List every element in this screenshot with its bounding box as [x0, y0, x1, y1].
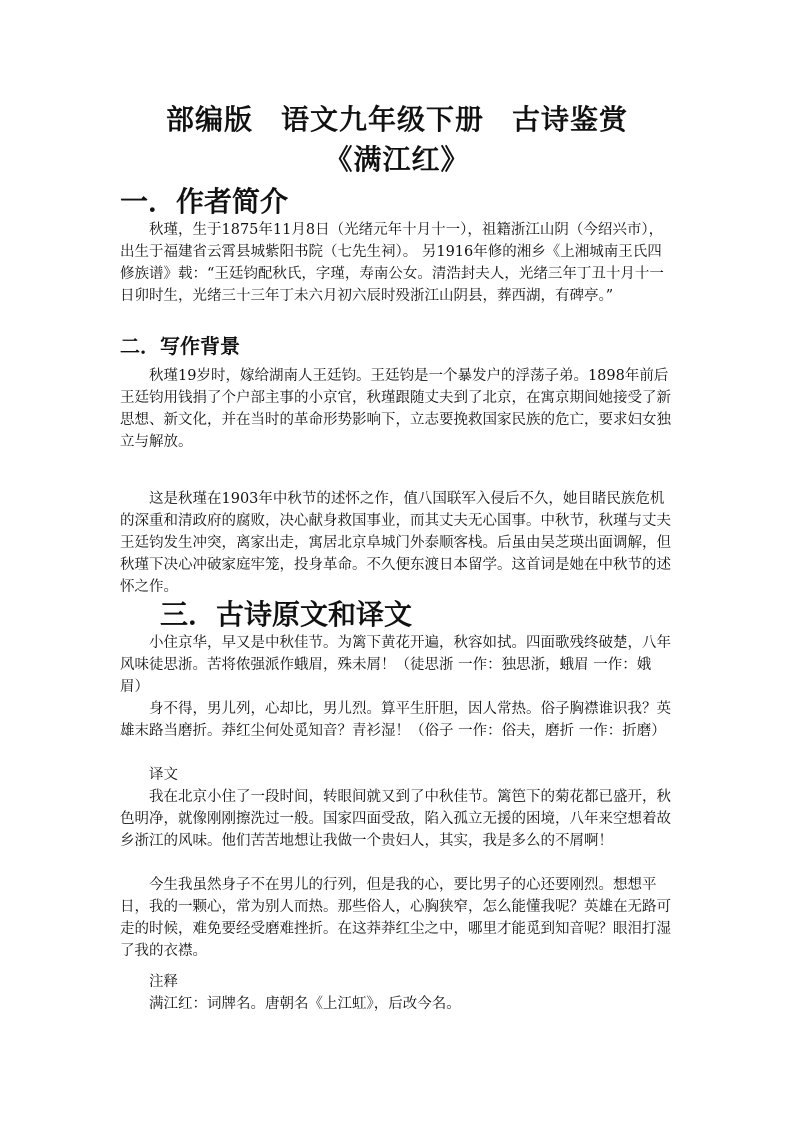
section1-paragraph: 秋瑾，生于1875年11月8日（光绪元年十月十一），祖籍浙江山阴（今绍兴市），出生于福建省云霄县城紫阳书院（七先生祠）。 另1916年修的湘乡《上湘城南王氏四修族谱》载：“王廷钧配秋氏，字瑾，寿南公女。清浩封夫人，光绪三年丁丑十月十一日卯时生，光绪三十三年丁未六月初六辰时殁浙江山阴县，葬西湖，有碑亭。” — [120, 222, 664, 304]
section2-paragraph2: 这是秋瑾在1903年中秋节的述怀之作，值八国联军入侵后不久，她目睹民族危机的深重和清政府的腐败，决心献身救国事业，而其丈夫无心国事。中秋节，秋瑾与丈夫王廷钧发生冲突，离家出走，寓居北京阜城门外泰顺客栈。后虽由吴芝瑛出面调解，但秋瑾下决心冲破家庭牢笼，投身革命。不久便东渡日本留学。这首词是她在中秋节的述怀之作。 — [120, 491, 671, 595]
title-grade: 语文九年级下册 — [280, 103, 484, 136]
note-item: 满江红：词牌名。唐朝名《上江虹》，后改今名。 — [149, 996, 461, 1012]
section2-heading: 二．写作背景 — [120, 334, 240, 358]
translation-paragraph2: 今生我虽然身子不在男儿的行列，但是我的心，要比男子的心还要刚烈。想想平日，我的一颗心，常为别人而热。那些俗人，心胸狭窄，怎么能懂我呢？英雄在无路可走的时候，难免要经受磨难挫折。在这莽莽红尘之中，哪里才能觅到知音呢？眼泪打湿了我的衣襟。 — [120, 877, 671, 959]
translation-paragraph1: 我在北京小住了一段时间，转眼间就又到了中秋佳节。篱笆下的菊花都已盛开，秋色明净，就像刚刚擦洗过一般。国家四面受敌，陷入孤立无援的困境，八年来空想着故乡浙江的风味。他们苦苦地想让我做一个贵妇人，其实，我是多么的不屑啊！ — [120, 789, 671, 849]
poem-title: 《满江红》 — [324, 143, 470, 176]
section1-heading: 一．作者简介 — [120, 185, 289, 218]
title-publisher: 部编版 — [165, 103, 253, 136]
notes-label: 注释 — [149, 974, 178, 990]
section3-heading: 三．古诗原文和译文 — [160, 598, 413, 631]
document-title — [0, 103, 794, 137]
translation-label: 译文 — [149, 767, 178, 783]
poem-stanza1: 小住京华，早又是中秋佳节。为篱下黄花开遍，秋容如拭。四面歌残终破楚，八年风味徒思浙。苦将侬强派作蛾眉，殊未屑！（徒思浙 一作：独思浙，蛾眉 一作：娥眉） — [120, 635, 671, 695]
section2-paragraph1: 秋瑾19岁时，嫁给湖南人王廷钧。王廷钧是一个暴发户的浮荡子弟。1898年前后王廷钧用钱捐了个户部主事的小京官，秋瑾跟随丈夫到了北京，在寓京期间她接受了新思想、新文化，并在当时的革命形势影响下，立志要挽救国家民族的危亡，要求妇女独立与解放。 — [120, 368, 671, 450]
title-topic: 古诗鉴赏 — [512, 103, 629, 136]
poem-stanza2: 身不得，男儿列，心却比，男儿烈。算平生肝胆，因人常热。俗子胸襟谁识我？英雄末路当磨折。莽红尘何处觅知音？青衫湿！（俗子 一作：俗夫，磨折 一作：折磨） — [120, 701, 671, 739]
